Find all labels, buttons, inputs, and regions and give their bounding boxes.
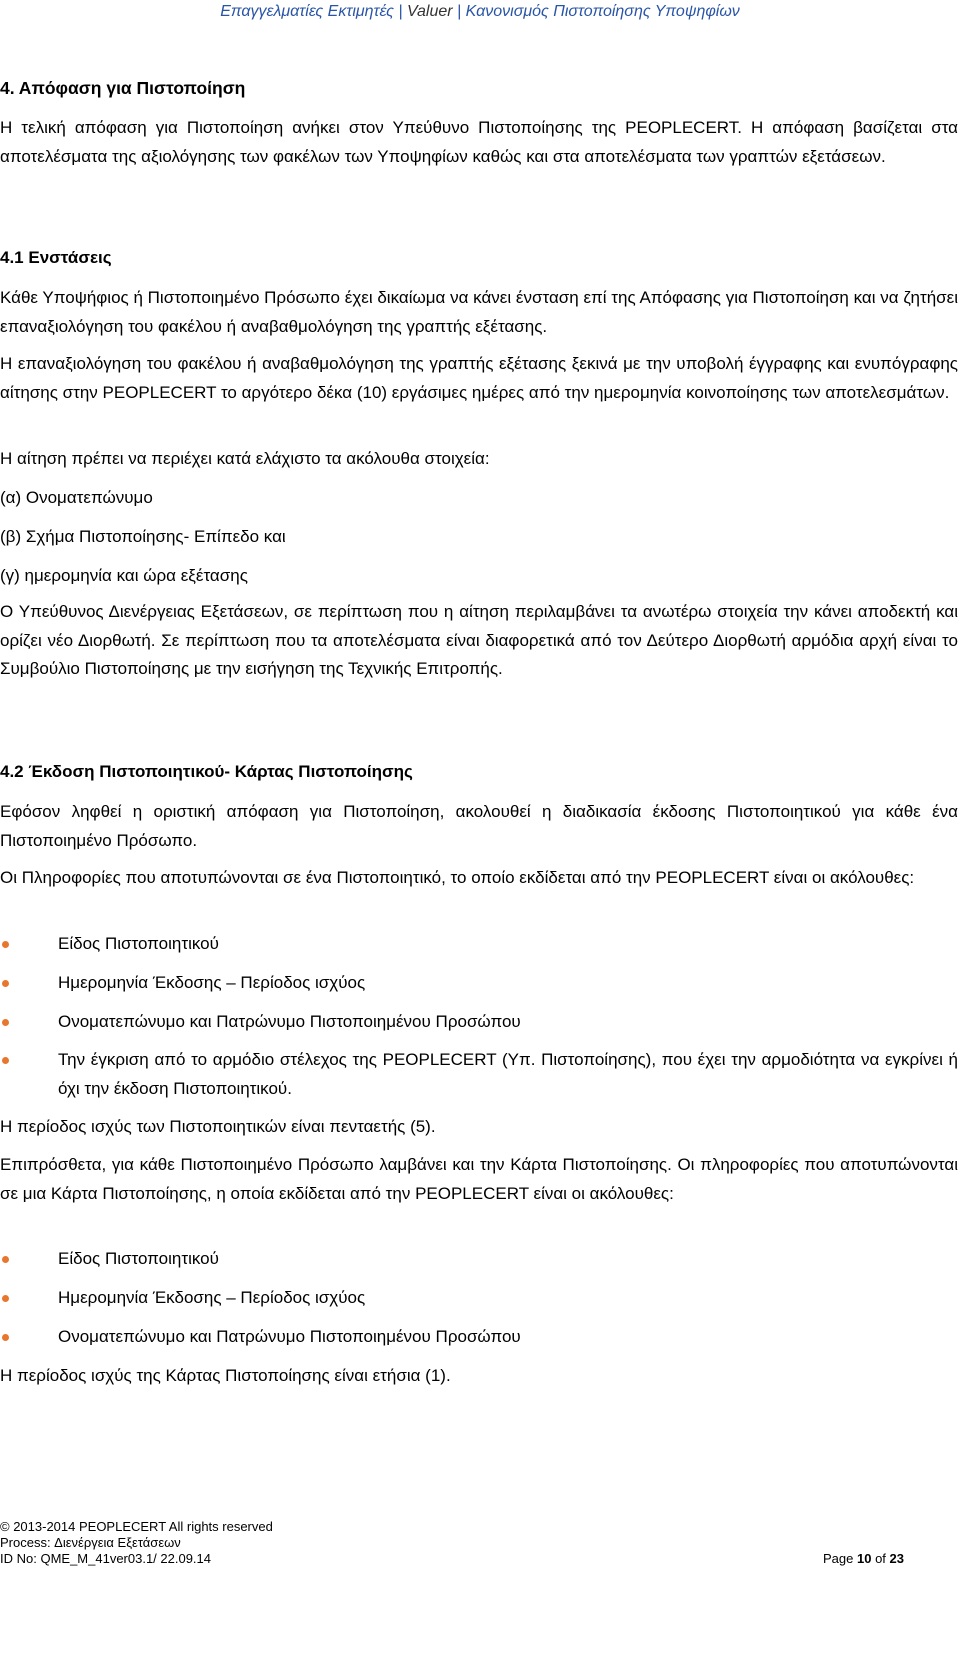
section-4-1-paragraph-4: Ο Υπεύθυνος Διενέργειας Εξετάσεων, σε περίπτωση που η αίτηση περιλαμβάνει τα ανωτέρω στοιχεία την κάνει αποδεκτή και ορίζει νέο Διορθωτή. Σε περίπτωση που τα αποτελέσματα είναι διαφορετικά από τον Δεύτερο Διορθωτή αρμόδια αρχή είναι το Συμβούλιο Πιστοποίησης με την εισήγηση της Τεχνικής Επιτροπής.	[0, 602, 958, 679]
section-4-paragraph: Η τελική απόφαση για Πιστοποίηση ανήκει στον Υπεύθυνο Πιστοποίησης της PEOPLECERT. Η απόφαση βασίζεται στα αποτελέσματα της αξιολόγησης των φακέλων των Υποψηφίων καθώς και στα αποτελέσματα των γραπτών εξετάσεων.	[0, 118, 958, 166]
section-4-2-paragraph-3: Η περίοδος ισχύς των Πιστοποιητικών είναι πενταετής (5).	[0, 1117, 436, 1136]
list-item: Την έγκριση από το αρμόδιο στέλεχος της PEOPLECERT (Υπ. Πιστοποίησης), που έχει την αρμοδιότητα να εγκρίνει ή όχι την έκδοση Πιστοποιητικού.	[0, 1046, 958, 1103]
section-4-2-heading: 4.2 Έκδοση Πιστοποιητικού- Κάρτας Πιστοποίησης	[0, 762, 413, 781]
list-item: Ημερομηνία Έκδοσης – Περίοδος ισχύος	[0, 969, 958, 998]
list-item: Ονοματεπώνυμο και Πατρώνυμο Πιστοποιημένου Προσώπου	[0, 1008, 958, 1037]
bullet-dot-icon	[2, 1019, 9, 1026]
bullet-dot-icon	[2, 1334, 9, 1341]
bullet-dot-icon	[2, 1057, 9, 1064]
header-sep-1: |	[393, 3, 407, 20]
bullet-dot-icon	[2, 1295, 9, 1302]
section-4-1-paragraph-3: Η αίτηση πρέπει να περιέχει κατά ελάχιστο τα ακόλουθα στοιχεία:	[0, 449, 490, 468]
footer-process: Process: Διενέργεια Εξετάσεων	[0, 1535, 181, 1550]
bullet-dot-icon	[2, 941, 9, 948]
list-item-a: (α) Ονοματεπώνυμο	[0, 488, 153, 507]
running-header	[0, 2, 960, 22]
header-sep-2: |	[452, 3, 466, 20]
section-4-1-paragraph-1: Κάθε Υποψήφιος ή Πιστοποιημένο Πρόσωπο έχει δικαίωμα να κάνει ένσταση επί της Απόφασης για Πιστοποίηση και να ζητήσει επαναξιολόγηση του φακέλου ή αναβαθμολόγηση της γραπτής εξέτασης.	[0, 288, 958, 336]
section-4-2-paragraph-5: Η περίοδος ισχύς της Κάρτας Πιστοποίησης είναι ετήσια (1).	[0, 1366, 451, 1385]
footer-page-number: Page 10 of 23	[823, 1551, 904, 1566]
section-4-2-paragraph-4: Επιπρόσθετα, για κάθε Πιστοποιημένο Πρόσωπο λαμβάνει και την Κάρτα Πιστοποίησης. Οι πληροφορίες που αποτυπώνονται σε μια Κάρτα Πιστοποίησης, η οποία εκδίδεται από την PEOPLECERT είναι οι ακόλουθες:	[0, 1155, 958, 1203]
header-left: Επαγγελματίες Εκτιμητές	[220, 3, 394, 20]
list-item: Είδος Πιστοποιητικού	[0, 930, 958, 959]
list-item-c: (γ) ημερομηνία και ώρα εξέτασης	[0, 566, 248, 585]
list-item-b: (β) Σχήμα Πιστοποίησης- Επίπεδο και	[0, 527, 286, 546]
section-4-1-paragraph-2: Η επαναξιολόγηση του φακέλου ή αναβαθμολόγηση της γραπτής εξέτασης ξεκινά με την υποβολή έγγραφης και ενυπόγραφης αίτησης στην PEOPLECERT το αργότερο δέκα (10) εργάσιμες ημέρες από την ημερομηνία κοινοποίησης των αποτελεσμάτων.	[0, 354, 958, 402]
header-middle: Valuer	[406, 3, 453, 20]
list-item: Ονοματεπώνυμο και Πατρώνυμο Πιστοποιημένου Προσώπου	[0, 1323, 958, 1352]
section-4-2-paragraph-2: Οι Πληροφορίες που αποτυπώνονται σε ένα Πιστοποιητικό, το οποίο εκδίδεται από την PEOPLECERT είναι οι ακόλουθες:	[0, 868, 915, 887]
list-item: Είδος Πιστοποιητικού	[0, 1245, 958, 1274]
header-right: Κανονισμός Πιστοποίησης Υποψηφίων	[465, 3, 740, 20]
section-4-1-heading: 4.1 Ενστάσεις	[0, 248, 112, 267]
bullet-dot-icon	[2, 1256, 9, 1263]
list-item: Ημερομηνία Έκδοσης – Περίοδος ισχύος	[0, 1284, 958, 1313]
section-4-2-paragraph-1: Εφόσον ληφθεί η οριστική απόφαση για Πιστοποίηση, ακολουθεί η διαδικασία έκδοσης Πιστοποιητικού για κάθε ένα Πιστοποιημένο Πρόσωπο.	[0, 802, 958, 850]
footer-id: ID No: QME_M_41ver03.1/ 22.09.14	[0, 1551, 212, 1566]
footer-copyright: © 2013-2014 PEOPLECERT All rights reserved	[0, 1519, 273, 1534]
section-4-heading: 4. Απόφαση για Πιστοποίηση	[0, 78, 246, 98]
bullet-dot-icon	[2, 980, 9, 987]
